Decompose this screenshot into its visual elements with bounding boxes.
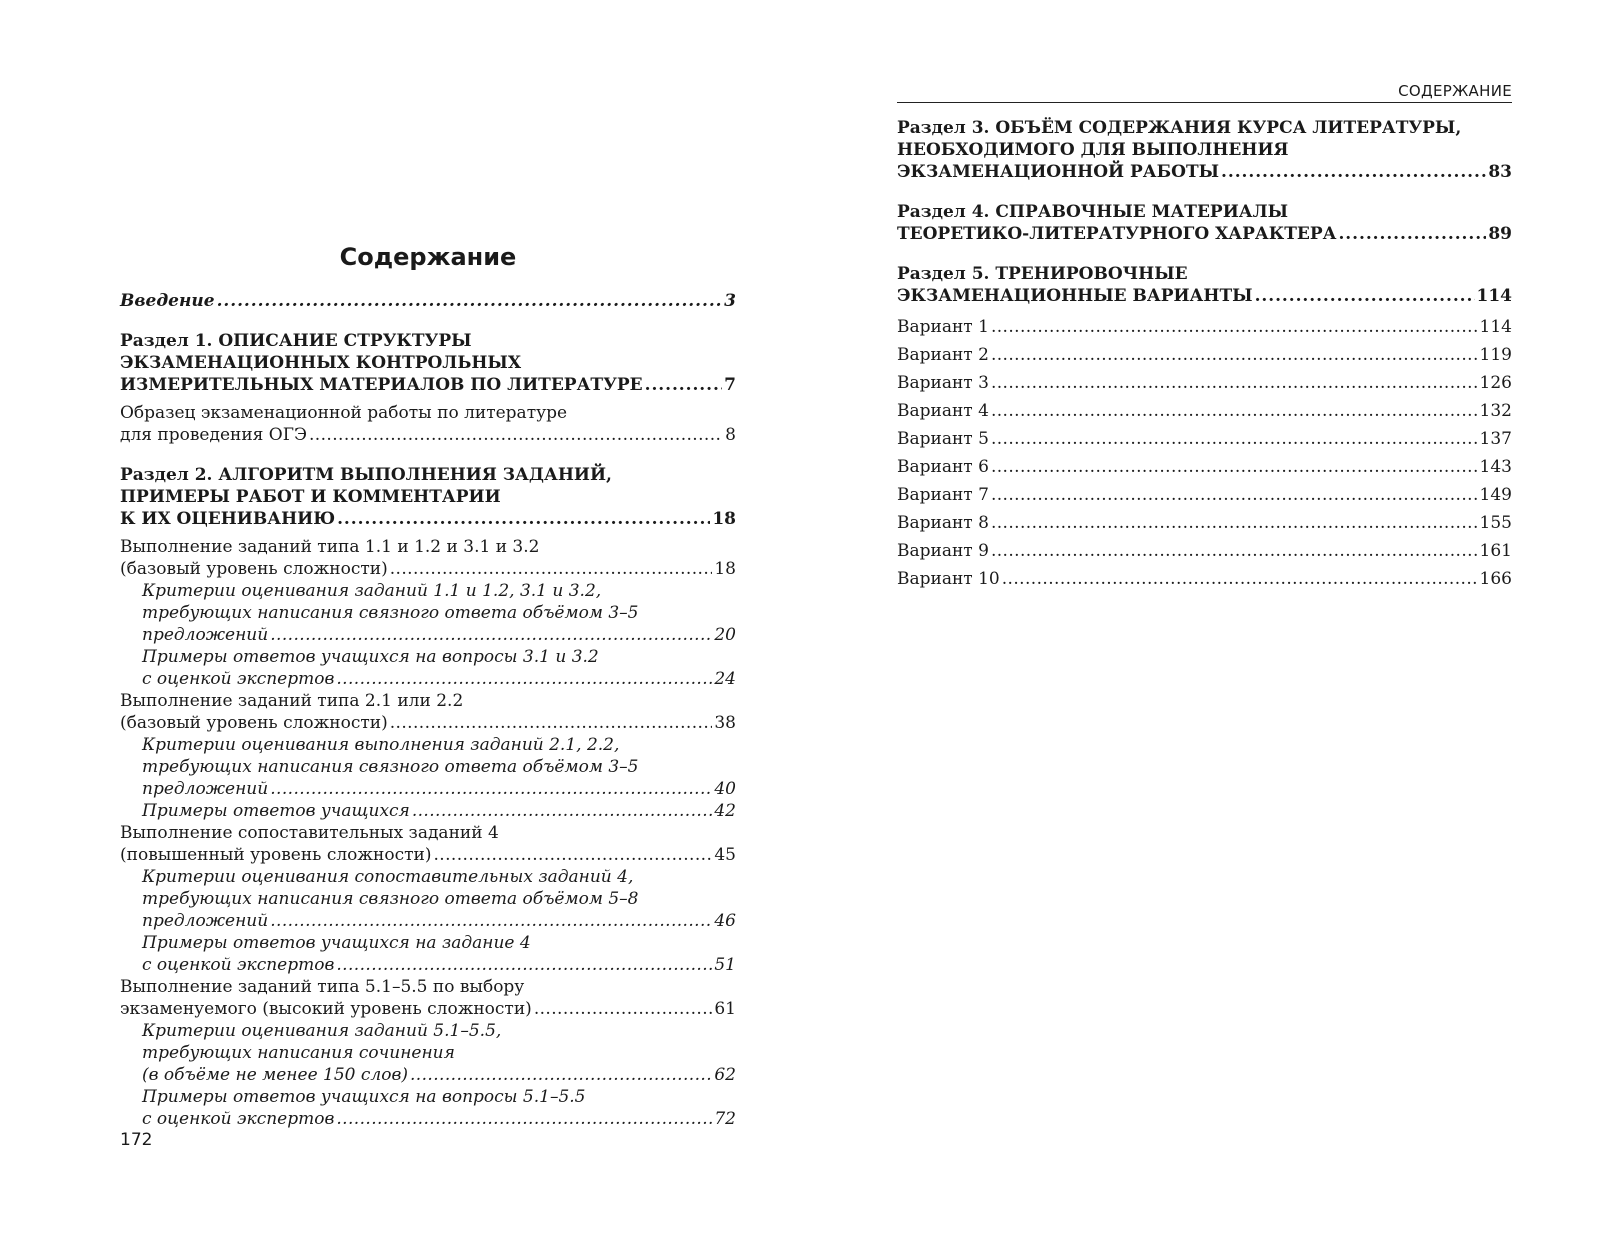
toc-entry-text: Вариант 8 [897, 513, 989, 533]
toc-page-number: 114 [1476, 286, 1512, 306]
leader-dots [991, 397, 1478, 425]
leader-dots [991, 341, 1478, 369]
toc-entry-section-4[interactable] [897, 201, 1512, 245]
variant-entry[interactable] [897, 453, 1512, 481]
leader-dots [410, 1064, 712, 1086]
toc-entry-line: Раздел 2. АЛГОРИТМ ВЫПОЛНЕНИЯ ЗАДАНИЙ, [120, 465, 612, 485]
toc-page-number: 45 [714, 845, 736, 865]
toc-entry-section-2[interactable] [120, 464, 736, 530]
toc-entry-line: НЕОБХОДИМОГО ДЛЯ ВЫПОЛНЕНИЯ [897, 140, 1289, 160]
leader-dots [390, 558, 713, 580]
toc-entry-text: предложений [142, 625, 269, 645]
toc-entry-section-5[interactable] [897, 263, 1512, 307]
leader-dots [336, 1108, 712, 1130]
toc-entry-text: (повышенный уровень сложности) [120, 845, 432, 865]
toc-entry-line: Критерии оценивания выполнения заданий 2.1, 2.2, [142, 735, 620, 755]
leader-dots [390, 712, 713, 734]
toc-page-number: 46 [714, 911, 736, 931]
toc-entry-text: (базовый уровень сложности) [120, 713, 388, 733]
toc-entry[interactable] [120, 976, 736, 1020]
toc-entry-text: ТЕОРЕТИКО-ЛИТЕРАТУРНОГО ХАРАКТЕРА [897, 224, 1337, 244]
toc-entry-line: требующих написания сочинения [142, 1043, 455, 1063]
leader-dots [991, 369, 1478, 397]
variant-entry[interactable] [897, 425, 1512, 453]
toc-page-number: 137 [1479, 429, 1512, 449]
toc-entry[interactable] [120, 822, 736, 866]
toc-title: Содержание [339, 243, 517, 271]
toc-entry-text: Вариант 1 [897, 317, 989, 337]
leader-dots [991, 537, 1478, 565]
variant-entry[interactable] [897, 481, 1512, 509]
leader-dots [270, 624, 712, 646]
toc-entry[interactable] [120, 734, 736, 800]
running-head: СОДЕРЖАНИЕ [1398, 82, 1512, 100]
toc-entry-line: Выполнение заданий типа 5.1–5.5 по выбору [120, 977, 525, 997]
toc-entry[interactable] [120, 690, 736, 734]
toc-page-number: 143 [1479, 457, 1512, 477]
toc-entry[interactable] [120, 646, 736, 690]
leader-dots [309, 424, 723, 446]
toc-page-number: 89 [1488, 224, 1512, 244]
toc-page-number: 83 [1488, 162, 1512, 182]
toc-entry-line: Раздел 3. ОБЪЁМ СОДЕРЖАНИЯ КУРСА ЛИТЕРАТУРЫ, [897, 118, 1462, 138]
toc-page-number: 155 [1479, 513, 1512, 533]
variant-entry[interactable] [897, 565, 1512, 593]
toc-entry-line: требующих написания связного ответа объёмом 3–5 [142, 603, 639, 623]
toc-entry-line: требующих написания связного ответа объёмом 5–8 [142, 889, 639, 909]
toc-entry-text: Вариант 7 [897, 485, 989, 505]
leader-dots [1221, 161, 1486, 183]
toc-entry-text: Вариант 5 [897, 429, 989, 449]
toc-entry-text: Примеры ответов учащихся [142, 801, 410, 821]
toc-entry-text: Вариант 2 [897, 345, 989, 365]
toc-entry-text: с оценкой экспертов [142, 955, 335, 975]
toc-entry[interactable] [120, 1020, 736, 1086]
leader-dots [1002, 565, 1478, 593]
variant-entry[interactable] [897, 397, 1512, 425]
toc-entry-section-1[interactable] [120, 330, 736, 396]
toc-entry-line: Примеры ответов учащихся на вопросы 5.1–5.5 [142, 1087, 586, 1107]
toc-entry[interactable] [120, 580, 736, 646]
toc-entry-line: Образец экзаменационной работы по литературе [120, 403, 568, 423]
toc-page-number: 114 [1479, 317, 1512, 337]
toc-page-number: 166 [1479, 569, 1512, 589]
toc-entry-line: Раздел 5. ТРЕНИРОВОЧНЫЕ [897, 264, 1188, 284]
variant-entry[interactable] [897, 313, 1512, 341]
toc-entry[interactable] [120, 536, 736, 580]
toc-entry-line: Раздел 1. ОПИСАНИЕ СТРУКТУРЫ [120, 331, 472, 351]
toc-page-number: 3 [724, 291, 736, 311]
toc-page-number: 61 [714, 999, 736, 1019]
toc-page-number: 149 [1479, 485, 1512, 505]
toc-entry-line: ЭКЗАМЕНАЦИОННЫХ КОНТРОЛЬНЫХ [120, 353, 522, 373]
toc-entry-text: Вариант 10 [897, 569, 1000, 589]
leader-dots [991, 453, 1478, 481]
toc-entry-line: Выполнение заданий типа 1.1 и 1.2 и 3.1 и 3.2 [120, 537, 540, 557]
leader-dots [1255, 285, 1475, 307]
toc-entry-text: Вариант 4 [897, 401, 989, 421]
toc-entry-text: Вариант 3 [897, 373, 989, 393]
leader-dots [645, 374, 723, 396]
leader-dots [337, 508, 710, 530]
toc-entry-line: Выполнение сопоставительных заданий 4 [120, 823, 499, 843]
toc-entry-text: предложений [142, 911, 269, 931]
toc-entry-line: Примеры ответов учащихся на вопросы 3.1 и 3.2 [142, 647, 599, 667]
toc-entry-line: Примеры ответов учащихся на задание 4 [142, 933, 531, 953]
toc-entry-text: для проведения ОГЭ [120, 425, 307, 445]
toc-entry-section-3[interactable] [897, 117, 1512, 183]
toc-page-number: 132 [1479, 401, 1512, 421]
toc-entry-text: с оценкой экспертов [142, 1109, 335, 1129]
toc-page-number: 20 [714, 625, 736, 645]
toc-page-number: 51 [714, 955, 736, 975]
variant-entry[interactable] [897, 537, 1512, 565]
leader-dots [433, 844, 712, 866]
toc-entry-line: Выполнение заданий типа 2.1 или 2.2 [120, 691, 464, 711]
toc-entry[interactable] [120, 932, 736, 976]
toc-page-number: 62 [714, 1065, 736, 1085]
toc-page-number: 161 [1479, 541, 1512, 561]
toc-page-number: 24 [714, 669, 736, 689]
right-page [897, 80, 1512, 593]
toc-entry-text: ЭКЗАМЕНАЦИОННОЙ РАБОТЫ [897, 162, 1220, 182]
toc-entry-text: К ИХ ОЦЕНИВАНИЮ [120, 509, 336, 529]
toc-page-number: 18 [712, 509, 736, 529]
toc-entry-intro[interactable] [120, 290, 736, 312]
toc-entry-text: предложений [142, 779, 269, 799]
leader-dots [270, 778, 712, 800]
toc-entry[interactable] [120, 866, 736, 932]
toc-entry-text: Вариант 9 [897, 541, 989, 561]
toc-page-number: 7 [724, 375, 736, 395]
page-number: 172 [120, 1130, 153, 1150]
variant-entry[interactable] [897, 341, 1512, 369]
toc-entry-line: Критерии оценивания заданий 1.1 и 1.2, 3.1 и 3.2, [142, 581, 602, 601]
toc-entry-line: ПРИМЕРЫ РАБОТ И КОММЕНТАРИИ [120, 487, 501, 507]
leader-dots [270, 910, 712, 932]
toc-entry-line: Критерии оценивания сопоставительных заданий 4, [142, 867, 634, 887]
toc-entry-text: (в объёме не менее 150 слов) [142, 1065, 408, 1085]
toc-entry-line: Раздел 4. СПРАВОЧНЫЕ МАТЕРИАЛЫ [897, 202, 1289, 222]
toc-entry-text: (базовый уровень сложности) [120, 559, 388, 579]
toc-entry-line: требующих написания связного ответа объёмом 3–5 [142, 757, 639, 777]
leader-dots [336, 954, 712, 976]
variant-entry[interactable] [897, 509, 1512, 537]
left-page [120, 240, 736, 1130]
toc-entry-text: экзаменуемого (высокий уровень сложности) [120, 999, 532, 1019]
toc-page-number: 119 [1479, 345, 1512, 365]
toc-entry-text: Вариант 6 [897, 457, 989, 477]
leader-dots [991, 425, 1478, 453]
toc-page-number: 18 [714, 559, 736, 579]
leader-dots [534, 998, 713, 1020]
toc-entry[interactable] [120, 800, 736, 822]
leader-dots [336, 668, 712, 690]
toc-entry-text: с оценкой экспертов [142, 669, 335, 689]
leader-dots [217, 290, 723, 312]
toc-page-number: 42 [714, 801, 736, 821]
toc-page-number: 38 [714, 713, 736, 733]
toc-page-number: 40 [714, 779, 736, 799]
variant-entry[interactable] [897, 369, 1512, 397]
toc-page-number: 72 [714, 1109, 736, 1129]
toc-entry-text: Введение [120, 291, 215, 311]
toc-page-number: 8 [725, 425, 736, 445]
leader-dots [1338, 223, 1486, 245]
toc-entry[interactable] [120, 1086, 736, 1130]
toc-entry-line: Критерии оценивания заданий 5.1–5.5, [142, 1021, 502, 1041]
toc-entry-text: ЭКЗАМЕНАЦИОННЫЕ ВАРИАНТЫ [897, 286, 1253, 306]
leader-dots [412, 800, 713, 822]
leader-dots [991, 313, 1478, 341]
toc-page-number: 126 [1479, 373, 1512, 393]
toc-entry-sample[interactable] [120, 402, 736, 446]
leader-dots [991, 481, 1478, 509]
leader-dots [991, 509, 1478, 537]
header-rule [897, 102, 1512, 103]
toc-entry-text: ИЗМЕРИТЕЛЬНЫХ МАТЕРИАЛОВ ПО ЛИТЕРАТУРЕ [120, 375, 643, 395]
